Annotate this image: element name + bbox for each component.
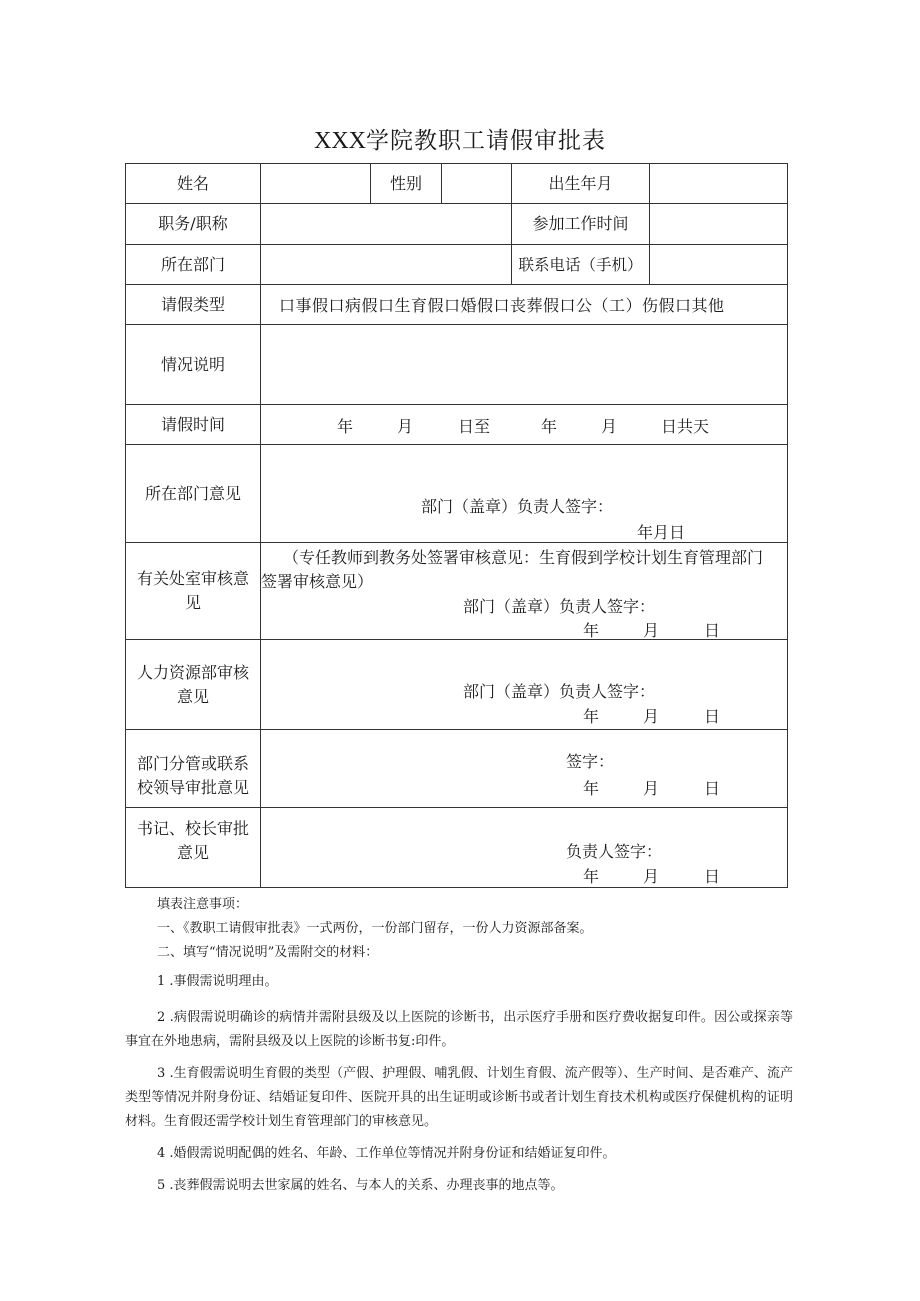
- secretary-label: 书记、校长审批意见: [126, 808, 261, 888]
- situation-field[interactable]: [261, 325, 788, 405]
- name-label: 姓名: [126, 164, 261, 204]
- hr-review-label: 人力资源部审核意见: [126, 640, 261, 730]
- gender-label: 性别: [371, 164, 442, 204]
- hr-review-field[interactable]: [261, 640, 788, 730]
- dept-field[interactable]: [261, 245, 512, 285]
- leave-approval-table: [125, 163, 788, 888]
- leave-end-year: 年: [541, 417, 558, 436]
- notes-sub-3: 3 .生育假需说明生育假的类型（产假、护理假、哺乳假、计划生育假、流产假等）、生产时间、是否难产、流产类型等情况并附身份证、结婚证复印件、医院开具的出生证明或诊断书或者计划生育技术机构或医疗保健机构的证明材料。生育假还需学校计划生育管理部门的审核意见。: [125, 1066, 793, 1129]
- fill-instructions: [125, 893, 793, 1198]
- office-review-note: （专任教师到教务处签署审核意见：生育假到学校计划生育管理部门签署审核意见）: [261, 548, 764, 591]
- dept-opinion-date: 年月日: [637, 523, 686, 542]
- leader-label: 部门分管或联系校领导审批意见: [126, 730, 261, 808]
- secretary-sign: 负责人签字：: [566, 842, 663, 861]
- leader-sign: 签字：: [566, 752, 615, 771]
- birth-field[interactable]: [650, 164, 788, 204]
- position-label: 职务/职称: [126, 204, 261, 245]
- gender-field[interactable]: [442, 164, 512, 204]
- work-start-label: 参加工作时间: [512, 204, 650, 245]
- situation-label: 情况说明: [126, 325, 261, 405]
- leave-time-label: 请假时间: [126, 405, 261, 445]
- office-review-sign: 部门（盖章）负责人签字：: [463, 597, 656, 616]
- row-secretary: [126, 808, 788, 888]
- notes-sub-4: 4 .婚假需说明配偶的姓名、年龄、工作单位等情况并附身份证和结婚证复印件。: [157, 1146, 616, 1161]
- work-start-field[interactable]: [650, 204, 788, 245]
- notes-sub-2: 2 .病假需说明确诊的病情并需附县级及以上医院的诊断书，出示医疗手册和医疗费收据复印件。因公或探亲等事宜在外地患病，需附县级及以上医院的诊断书复:印件。: [125, 1010, 793, 1049]
- leave-start-month: 月: [397, 417, 414, 436]
- leader-month: 月: [643, 779, 660, 798]
- hr-review-month: 月: [643, 707, 660, 726]
- secretary-day: 日: [704, 867, 721, 886]
- notes-sub-1: 1 .事假需说明理由。: [157, 974, 278, 989]
- leave-start-day-to: 日至: [458, 417, 491, 436]
- row-leave-type: [126, 285, 788, 325]
- office-review-year: 年: [583, 621, 600, 640]
- office-review-label: 有关处室审核意见: [126, 543, 261, 640]
- leave-type-label: 请假类型: [126, 285, 261, 325]
- notes-item-2: 二、填写“情况说明”及需附交的材料：: [157, 945, 379, 960]
- title-main: 学院教职工请假审批表: [366, 128, 606, 154]
- row-leave-time: [126, 405, 788, 445]
- leave-end-month: 月: [601, 417, 618, 436]
- row-name: [126, 164, 788, 204]
- hr-review-day: 日: [704, 707, 721, 726]
- secretary-field[interactable]: [261, 808, 788, 888]
- leader-day: 日: [704, 779, 721, 798]
- leave-time-field[interactable]: [261, 405, 788, 445]
- name-field[interactable]: [261, 164, 371, 204]
- hr-review-year: 年: [583, 707, 600, 726]
- hr-review-sign: 部门（盖章）负责人签字：: [463, 682, 656, 701]
- secretary-year: 年: [583, 867, 600, 886]
- office-review-field[interactable]: [261, 543, 788, 640]
- row-dept: [126, 245, 788, 285]
- phone-field[interactable]: [650, 245, 788, 285]
- row-dept-opinion: [126, 445, 788, 543]
- title-prefix: XXX: [314, 128, 366, 154]
- row-office-review: [126, 543, 788, 640]
- dept-opinion-sign: 部门（盖章）负责人签字：: [421, 497, 614, 516]
- secretary-month: 月: [643, 867, 660, 886]
- position-field[interactable]: [261, 204, 512, 245]
- page-title: [0, 122, 920, 155]
- notes-sub-5: 5 .丧葬假需说明去世家属的姓名、与本人的关系、办理丧事的地点等。: [157, 1178, 564, 1193]
- row-situation: [126, 325, 788, 405]
- phone-label: 联系电话（手机）: [512, 245, 650, 285]
- leave-end-day-total: 日共天: [661, 417, 710, 436]
- office-review-day: 日: [704, 621, 721, 640]
- notes-heading: 填表注意事项：: [157, 897, 249, 912]
- notes-item-1: 一、《教职工请假审批表》一式两份，一份部门留存，一份人力资源部备案。: [157, 921, 593, 936]
- office-review-month: 月: [643, 621, 660, 640]
- leader-field[interactable]: [261, 730, 788, 808]
- dept-label: 所在部门: [126, 245, 261, 285]
- dept-opinion-field[interactable]: [261, 445, 788, 543]
- leave-start-year: 年: [337, 417, 354, 436]
- row-hr-review: [126, 640, 788, 730]
- row-leader: [126, 730, 788, 808]
- birth-label: 出生年月: [512, 164, 650, 204]
- dept-opinion-label: 所在部门意见: [126, 445, 261, 543]
- leader-year: 年: [583, 779, 600, 798]
- leave-type-options[interactable]: 口事假口病假口生育假口婚假口丧葬假口公（工）伤假口其他: [261, 285, 788, 325]
- row-position: [126, 204, 788, 245]
